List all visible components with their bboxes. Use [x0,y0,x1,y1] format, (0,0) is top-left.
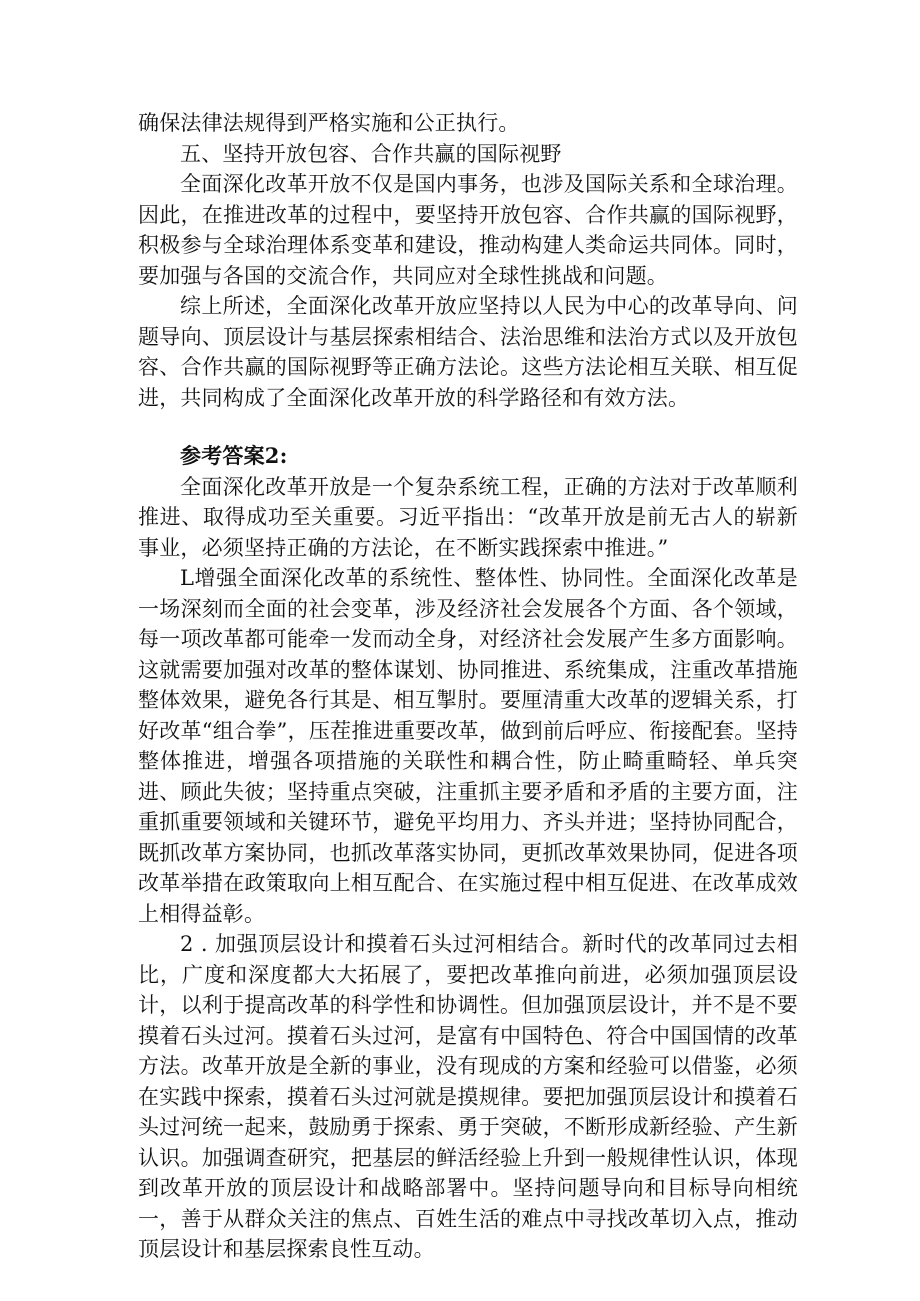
document-page [138,108,798,1265]
paragraph-point-1: L增强全面深化改革的系统性、整体性、协同性。全面深化改革是一场深刻而全面的社会变革，涉及经济社会发展各个方面、各个领域，每一项改革都可能牵一发而动全身，对经济社会发展产生多方面影响。这就需要加强对改革的整体谋划、协同推进、系统集成，注重改革措施整体效果，避免各行其是、相互掣肘。要厘清重大改革的逻辑关系，打好改革“组合拳”，压茬推进重要改革，做到前后呼应、衔接配套。坚持整体推进，增强各项措施的关联性和耦合性，防止畸重畸轻、单兵突进、顾此失彼；坚持重点突破，注重抓主要矛盾和矛盾的主要方面，注重抓重要领域和关键环节，避免平均用力、齐头并进；坚持协同配合，既抓改革方案协同，也抓改革落实协同，更抓改革效果协同，促进各项改革举措在政策取向上相互配合、在实施过程中相互促进、在改革成效上相得益彰。 [138,566,798,926]
paragraph-point-2: 2 . 加强顶层设计和摸着石头过河相结合。新时代的改革同过去相比，广度和深度都大大拓展了，要把改革推向前进，必须加强顶层设计，以利于提高改革的科学性和协调性。但加强顶层设计，并不是不要摸着石头过河。摸着石头过河，是富有中国特色、符合中国国情的改革方法。改革开放是全新的事业，没有现成的方案和经验可以借鉴，必须在实践中探索，摸着石头过河就是摸规律。要把加强顶层设计和摸着石头过河统一起来，鼓励勇于探索、勇于突破，不断形成新经验、产生新认识。加强调查研究，把基层的鲜活经验上升到一般规律性认识，体现到改革开放的顶层设计和战略部署中。坚持问题导向和目标导向相统一，善于从群众关注的焦点、百姓生活的难点中寻找改革切入点，推动顶层设计和基层探索良性互动。 [138,932,798,1261]
paragraph-continuation: 确保法律法规得到严格实施和公正执行。 [138,111,520,135]
paragraph-international-view: 全面深化改革开放不仅是国内事务，也涉及国际关系和全球治理。因此，在推进改革的过程中，要坚持开放包容、合作共赢的国际视野，积极参与全球治理体系变革和建设，推动构建人类命运共同体。同时，要加强与各国的交流合作，共同应对全球性挑战和问题。 [138,172,798,288]
section-heading-five: 五、坚持开放包容、合作共赢的国际视野 [180,141,562,166]
answer-label: 参考答案2: [180,443,288,468]
paragraph-summary: 综上所述，全面深化改革开放应坚持以人民为中心的改革导向、问题导向、顶层设计与基层探索相结合、法治思维和法治方式以及开放包容、合作共赢的国际视野等正确方法论。这些方法论相互关联、相互促进，共同构成了全面深化改革开放的科学路径和有效方法。 [138,294,798,410]
paragraph-answer-intro: 全面深化改革开放是一个复杂系统工程，正确的方法对于改革顺利推进、取得成功至关重要。习近平指出：“改革开放是前无古人的崭新事业，必须坚持正确的方法论，在不断实践探索中推进。” [138,474,798,560]
